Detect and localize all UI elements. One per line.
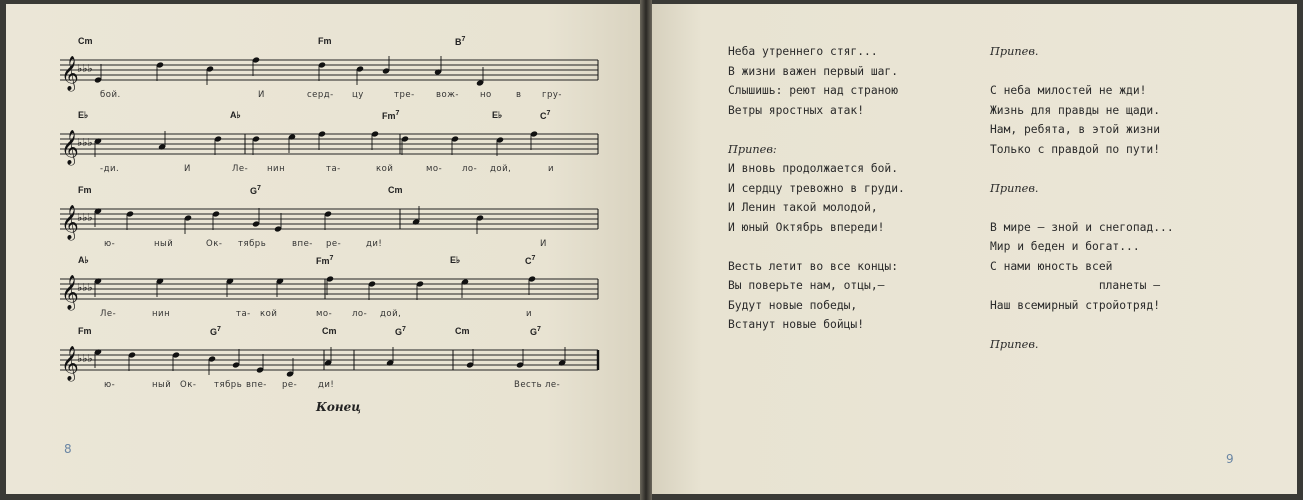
- lyric-syllable: кой: [376, 164, 394, 174]
- lyric-syllable: та-: [326, 164, 341, 174]
- chord-symbol: [316, 255, 333, 266]
- chord-symbol: [78, 185, 92, 195]
- key-signature-icon: ♭♭♭: [77, 352, 93, 365]
- chord-name: Fm: [78, 185, 92, 195]
- verse-line: И юный Октябрь впереди!: [728, 220, 885, 234]
- chord-extension: 7: [461, 36, 466, 43]
- chord-symbol: [230, 110, 241, 121]
- lyric-syllable: Ле-: [100, 309, 117, 319]
- chord-extension: 7: [531, 255, 536, 262]
- music-system: [60, 185, 598, 249]
- verse-line: Встанут новые бойцы!: [728, 318, 865, 331]
- lyric-syllable: тябрь: [214, 380, 243, 390]
- stanza-gap: [990, 198, 1174, 218]
- page-number-left: 8: [64, 442, 72, 456]
- verse-line: планеты —: [990, 279, 1161, 292]
- chord-name: G: [250, 186, 258, 196]
- stanza-gap: [728, 120, 905, 140]
- lyric-syllable: ло-: [352, 309, 368, 319]
- verse-line: Нам, ребята, в этой жизни: [990, 123, 1161, 136]
- chord-extension: 7: [537, 326, 541, 333]
- chord-name: C: [540, 111, 547, 121]
- lyric-syllable: мо-: [426, 164, 443, 174]
- lyric-syllable: в: [516, 90, 522, 100]
- chord-name: E♭: [492, 110, 503, 120]
- verse-line: С нами юность всей: [990, 259, 1113, 273]
- verse-line: И сердцу тревожно в груди.: [728, 181, 905, 195]
- refrain-label: Припев.: [990, 181, 1039, 195]
- chord-symbol: [450, 255, 460, 266]
- verse-line: В мире — зной и снегопад...: [990, 220, 1174, 234]
- lyric-syllable: ди!: [318, 380, 335, 390]
- chord-extension: 7: [217, 326, 221, 333]
- treble-clef-icon: 𝄞: [61, 346, 79, 381]
- music-system: [60, 326, 598, 390]
- chord-extension: 7: [546, 110, 551, 117]
- lyric-syllable: но: [480, 90, 492, 100]
- chord-extension: 7: [402, 326, 406, 333]
- staff: [60, 130, 600, 166]
- chord-extension: 7: [329, 255, 334, 262]
- chord-name: G: [530, 327, 538, 337]
- chord-name: E♭: [78, 110, 89, 120]
- lyric-syllable: И: [184, 164, 191, 174]
- lyric-syllable: дой,: [380, 309, 402, 319]
- key-signature-icon: ♭♭♭: [77, 281, 93, 294]
- lyric-syllable: тябрь: [238, 239, 267, 249]
- lyric-syllable: и: [548, 164, 555, 174]
- chord-name: Fm: [316, 256, 330, 266]
- chord-name: Fm: [382, 111, 396, 121]
- staff: [60, 205, 600, 241]
- verse-line: И Ленин такой молодой,: [728, 201, 878, 214]
- key-signature-icon: ♭♭♭: [77, 62, 93, 75]
- lyric-syllable: цу: [352, 90, 364, 100]
- staff: [60, 275, 600, 311]
- lyric-syllable: впе-: [292, 239, 313, 249]
- treble-clef-icon: 𝄞: [61, 205, 79, 240]
- verse-line: Мир и беден и богат...: [990, 240, 1140, 253]
- treble-clef-icon: 𝄞: [61, 275, 79, 310]
- lyric-syllable: бой.: [100, 90, 121, 100]
- chord-symbol: [455, 36, 465, 47]
- chord-name: C: [525, 256, 532, 266]
- lyrics-column-2: [990, 42, 1174, 354]
- chord-symbol: [78, 255, 89, 266]
- chord-symbol: [78, 326, 92, 336]
- lyric-syllable: ре-: [326, 239, 342, 249]
- chord-symbol: [78, 110, 88, 121]
- ending-label: Конец: [316, 400, 361, 414]
- lyric-syllable: ле-: [545, 380, 561, 390]
- verse-line: Весть летит во все концы:: [728, 259, 899, 273]
- key-signature-icon: ♭♭♭: [77, 211, 93, 224]
- verse-line: Жизнь для правды не щади.: [990, 103, 1161, 117]
- book-gutter: [640, 0, 652, 500]
- lyric-syllable: -ди.: [100, 164, 120, 174]
- chord-name: Cm: [388, 185, 403, 195]
- chord-name: Cm: [78, 36, 93, 46]
- chord-symbol: [455, 326, 470, 336]
- stanza-gap: [990, 62, 1174, 82]
- chord-name: E♭: [450, 255, 461, 265]
- verse-line: Вы поверьте нам, отцы,—: [728, 279, 885, 292]
- staff: [60, 346, 600, 382]
- lyric-syllable: Ок-: [180, 380, 197, 390]
- verse-line: Слышишь: реют над страною: [728, 84, 899, 97]
- lyric-syllable: и: [526, 309, 533, 319]
- chord-name: Cm: [322, 326, 337, 336]
- chord-extension: 7: [257, 185, 261, 192]
- verse-line: Только с правдой по пути!: [990, 142, 1161, 156]
- lyric-syllable: И: [540, 239, 547, 249]
- chord-extension: 7: [395, 110, 400, 117]
- lyric-syllable: тре-: [394, 90, 415, 100]
- verse-line: Ветры яростных атак!: [728, 103, 865, 117]
- lyric-syllable: серд-: [307, 90, 334, 100]
- lyric-syllable: ди!: [366, 239, 383, 249]
- treble-clef-icon: 𝄞: [61, 130, 79, 165]
- lyric-syllable: ный: [152, 380, 172, 390]
- stanza-gap: [990, 159, 1174, 179]
- chord-name: B: [455, 37, 462, 47]
- lyric-syllable: гру-: [542, 90, 562, 100]
- lyric-syllable: ло-: [462, 164, 478, 174]
- music-system: [60, 110, 598, 174]
- chord-name: G: [210, 327, 218, 337]
- chord-symbol: [530, 326, 541, 337]
- lyric-syllable: ю-: [104, 380, 116, 390]
- chord-symbol: [382, 110, 399, 121]
- lyric-syllable: Весть: [514, 380, 543, 390]
- chord-name: G: [395, 327, 403, 337]
- verse-line: И вновь продолжается бой.: [728, 162, 899, 175]
- stanza-gap: [728, 237, 905, 257]
- lyric-syllable: И: [258, 90, 265, 100]
- chord-symbol: [525, 255, 535, 266]
- lyric-syllable: ре-: [282, 380, 298, 390]
- refrain-label: Припев.: [990, 45, 1039, 58]
- chord-symbol: [318, 36, 332, 46]
- chord-symbol: [540, 110, 550, 121]
- lyric-syllable: та-: [236, 309, 251, 319]
- key-signature-icon: ♭♭♭: [77, 136, 93, 149]
- chord-symbol: [210, 326, 221, 337]
- chord-symbol: [492, 110, 502, 121]
- music-system: [60, 255, 598, 319]
- lyric-syllable: вож-: [436, 90, 459, 100]
- refrain-label: Припев.: [990, 337, 1039, 351]
- chord-name: A♭: [230, 110, 241, 120]
- chord-symbol: [395, 326, 406, 337]
- verse-line: В жизни важен первый шаг.: [728, 64, 899, 78]
- chord-symbol: [250, 185, 261, 196]
- chord-name: Fm: [318, 36, 332, 46]
- staff: [60, 56, 600, 92]
- lyric-syllable: ный: [154, 239, 174, 249]
- lyric-syllable: мо-: [316, 309, 333, 319]
- verse-line: Будут новые победы,: [728, 298, 858, 312]
- chord-name: Fm: [78, 326, 92, 336]
- chord-symbol: [78, 36, 93, 46]
- chord-symbol: [388, 185, 403, 195]
- lyric-syllable: Ок-: [206, 239, 223, 249]
- chord-name: Cm: [455, 326, 470, 336]
- lyric-syllable: нин: [152, 309, 171, 319]
- verse-line: С неба милостей не жди!: [990, 84, 1147, 97]
- lyric-syllable: ю-: [104, 239, 116, 249]
- lyric-syllable: нин: [267, 164, 286, 174]
- lyrics-column-1: [728, 42, 905, 335]
- verse-line: Наш всемирный стройотряд!: [990, 298, 1161, 312]
- lyric-syllable: Ле-: [232, 164, 249, 174]
- refrain-label: Припев:: [728, 142, 777, 156]
- page-number-right: 9: [1226, 452, 1234, 466]
- lyric-syllable: впе-: [246, 380, 267, 390]
- verse-line: Неба утреннего стяг...: [728, 45, 878, 58]
- stanza-gap: [990, 315, 1174, 335]
- chord-symbol: [322, 326, 337, 336]
- treble-clef-icon: 𝄞: [61, 56, 79, 91]
- chord-name: A♭: [78, 255, 89, 265]
- lyric-syllable: дой,: [490, 164, 512, 174]
- music-system: [60, 36, 598, 100]
- lyric-syllable: кой: [260, 309, 278, 319]
